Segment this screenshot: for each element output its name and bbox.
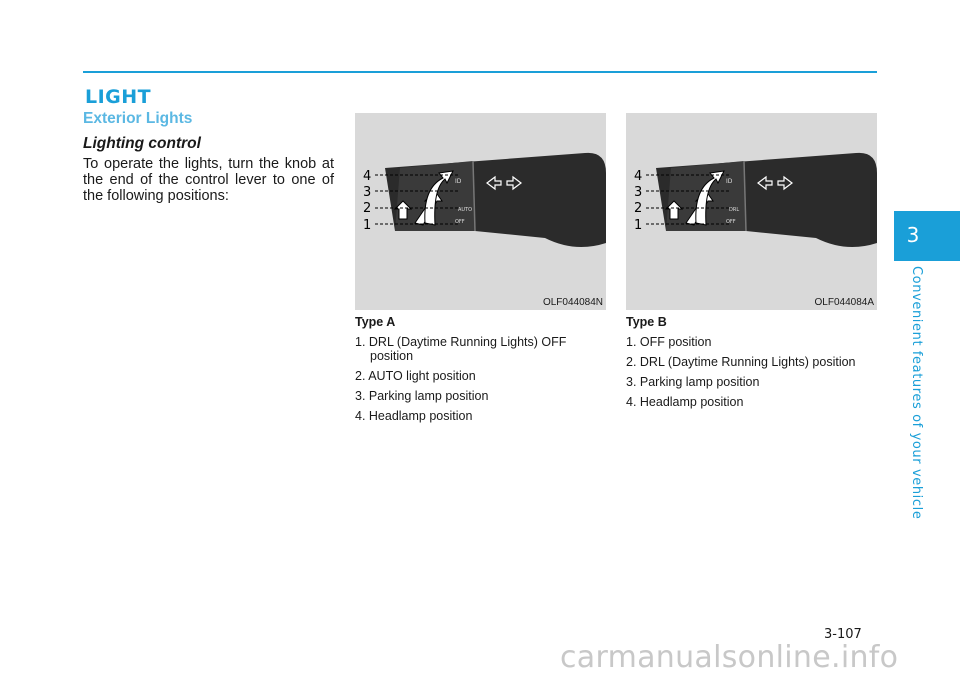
list-item: 3. Parking lamp position bbox=[626, 375, 760, 389]
figure-code: OLF044084A bbox=[814, 297, 874, 308]
page-number: 3-107 bbox=[824, 627, 862, 642]
list-item: 1. OFF position bbox=[626, 335, 712, 349]
light-lever-illustration bbox=[355, 113, 606, 310]
list-item: 2. AUTO light position bbox=[355, 369, 476, 383]
list-item: 3. Parking lamp position bbox=[355, 389, 489, 403]
list-item: 2. DRL (Daytime Running Lights) position bbox=[626, 355, 856, 369]
svg-text:ID: ID bbox=[726, 178, 733, 185]
position-label-1: 1 bbox=[363, 218, 372, 233]
position-label-2: 2 bbox=[363, 201, 372, 216]
chapter-title: Convenient features of your vehicle bbox=[909, 266, 924, 520]
position-label-4: 4 bbox=[363, 169, 372, 184]
caption-type-b bbox=[626, 315, 877, 415]
svg-text:OFF: OFF bbox=[455, 219, 465, 225]
figure-type-a bbox=[355, 113, 606, 310]
position-label-2: 2 bbox=[634, 201, 643, 216]
svg-text:ID: ID bbox=[455, 178, 462, 185]
position-label-3: 3 bbox=[634, 185, 643, 200]
figure-code: OLF044084N bbox=[542, 297, 603, 308]
caption-type-label: Type B bbox=[626, 315, 667, 329]
watermark: carmanualsonline.info bbox=[560, 640, 899, 675]
chapter-tab[interactable] bbox=[894, 211, 960, 261]
light-lever-illustration bbox=[626, 113, 877, 310]
list-item: 4. Headlamp position bbox=[626, 395, 744, 409]
list-item: 4. Headlamp position bbox=[355, 409, 473, 423]
list-item: 1. DRL (Daytime Running Lights) OFF position bbox=[355, 335, 567, 363]
section-title: LIGHT bbox=[85, 86, 152, 108]
caption-type-label: Type A bbox=[355, 315, 396, 329]
figure-type-b bbox=[626, 113, 877, 310]
heading-exterior-lights: Exterior Lights bbox=[83, 110, 193, 127]
position-label-4: 4 bbox=[634, 169, 643, 184]
heading-lighting-control: Lighting control bbox=[83, 135, 201, 152]
position-label-1: 1 bbox=[634, 218, 643, 233]
position-label-3: 3 bbox=[363, 185, 372, 200]
chapter-number: 3 bbox=[906, 223, 920, 247]
svg-text:DRL: DRL bbox=[729, 207, 740, 213]
body-text: To operate the lights, turn the knob at the end of the control lever to one of the following positions: bbox=[83, 156, 334, 204]
svg-text:OFF: OFF bbox=[726, 219, 736, 225]
svg-text:AUTO: AUTO bbox=[458, 207, 473, 213]
caption-type-a bbox=[355, 315, 606, 429]
top-rule bbox=[83, 71, 877, 73]
